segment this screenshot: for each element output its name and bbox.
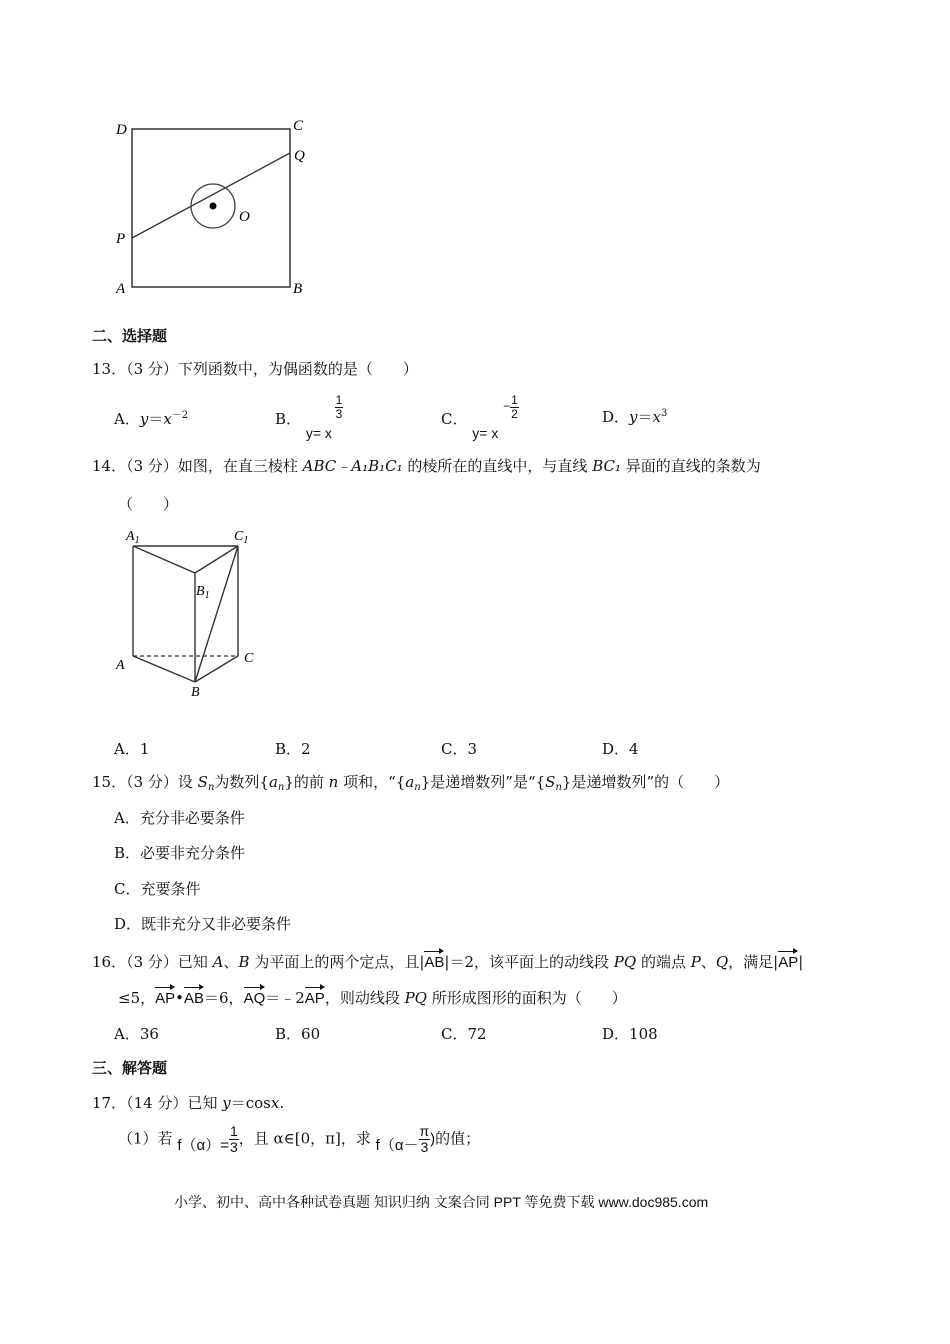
segment-bc1 [195,546,238,682]
label-c: C [293,118,304,134]
question-16-line-2: ≤5，AP•AB＝6，AQ＝﹣2AP，则动线段 PQ 所形成图形的面积为（ ） [118,986,627,1009]
segment-pq [132,153,290,238]
label-o: O [239,209,250,225]
label-a: A [116,281,126,297]
q16-option-b: B．60 [275,1025,321,1043]
q14-option-c: C．3 [441,740,478,758]
label-q: Q [294,148,305,164]
q13-option-d: D．$y=x^3$ [602,408,668,426]
q15-option-c: C．充要条件 [114,880,201,898]
label-c: C [244,651,254,666]
question-15-stem: 15．（3 分）设 $S_n$为数列$\{a_n\}$的前 n 项和，“$\{a_n\}$是递增数列”是“$\{S_n\}$是递增数列”的（ ） [92,773,730,793]
question-17-part-1: （1）若 f（α）= $\frac{1}{3}$ ，且 α∈[0，π]，求 f（α－ $\frac{\pi}{3}$ )的值； [118,1123,481,1155]
q16-option-d: D．108 [602,1025,658,1043]
section-answer-title: 三、解答题 [92,1060,168,1077]
prism-figure [108,520,278,705]
q13-option-a: A．$y=x^{-2}$ [114,410,189,428]
question-17-stem: 17．（14 分）已知 y＝cosx. [92,1094,285,1112]
question-16-line-1: 16．（3 分）已知 A、B 为平面上的两个定点，且|AB|＝2，该平面上的动线段 PQ 的端点 P、Q，满足|AP| [92,950,803,973]
q15-option-a: A．充分非必要条件 [114,809,245,827]
q14-option-d: D．4 [602,740,639,758]
label-d: D [116,122,127,138]
label-a1: $A_1$ [126,529,140,546]
q15-option-d: D．既非充分又非必要条件 [114,915,292,933]
question-13-stem: 13．（3 分）下列函数中，为偶函数的是（ ） [92,360,418,378]
page-footer: 小学、初中、高中各种试卷真题 知识归纳 文案合同 PPT 等免费下载 www.doc985.com [174,1194,709,1210]
section-choice-title: 二、选择题 [92,328,168,345]
q16-option-c: C．72 [441,1025,487,1043]
q14-option-b: B．2 [275,740,311,758]
edge-b1c1 [195,546,238,573]
label-p: P [116,231,126,247]
label-b: B [293,281,303,297]
label-b: B [191,685,200,700]
center-point-o [210,203,217,210]
edge-ab [133,656,195,682]
q13-option-b: B． y= x $\frac{1}{3}$ [275,393,343,441]
edge-a1b1 [133,546,195,573]
label-a: A [116,658,125,673]
question-14-paren: （ ） [118,495,179,513]
question-14-stem: 14．（3 分）如图，在直三棱柱 ABC﹣A₁B₁C₁ 的棱所在的直线中，与直线 BC₁ 异面的直线的条数为 [92,457,761,475]
square-circle-figure [100,110,330,310]
q16-option-a: A．36 [114,1025,159,1043]
q15-option-b: B．必要非充分条件 [114,844,246,862]
label-b1: $B_1$ [196,584,210,601]
q13-option-c: C． y= x − $\frac{1}{2}$ [441,393,518,441]
q14-option-a: A．1 [114,740,150,758]
label-c1: $C_1$ [234,529,249,546]
